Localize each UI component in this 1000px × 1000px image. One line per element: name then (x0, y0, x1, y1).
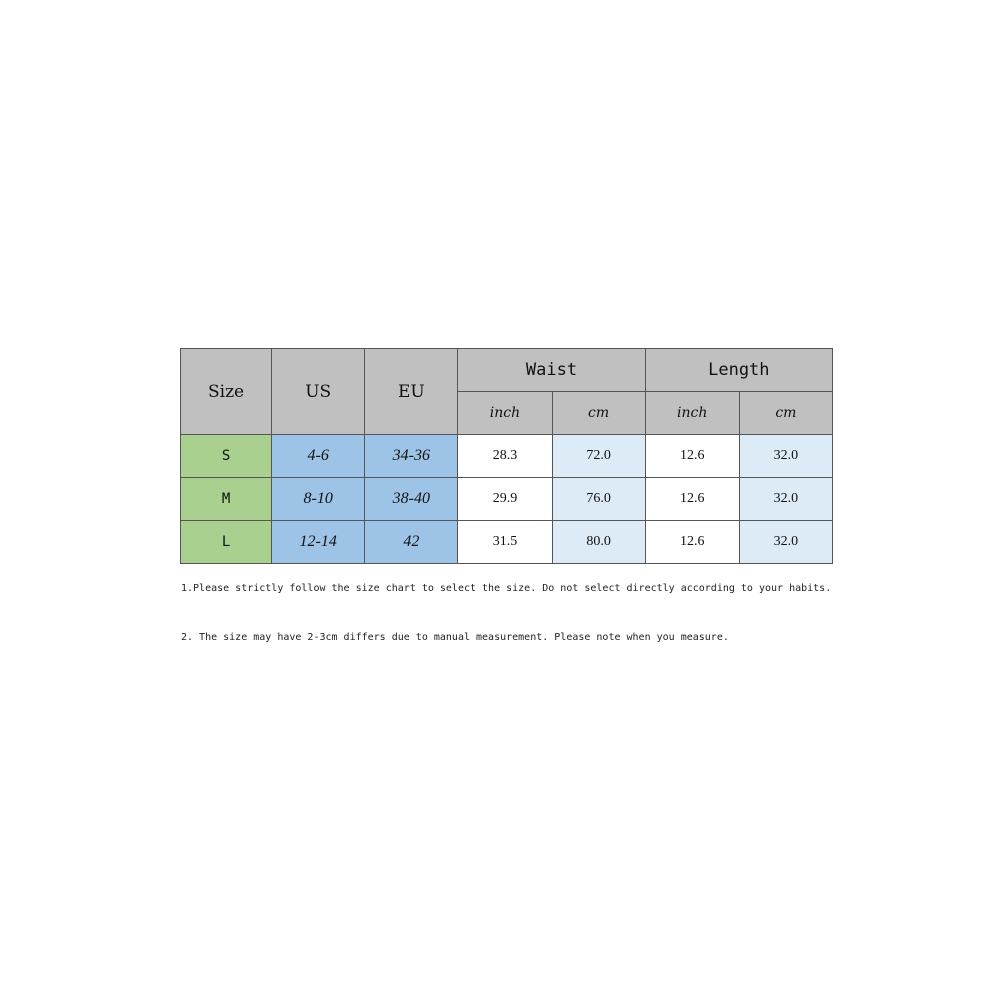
cell-length-cm: 32.0 (739, 435, 832, 478)
cell-length-inch: 12.6 (645, 478, 739, 521)
header-length: Length (645, 349, 832, 392)
header-length-inch: inch (645, 392, 739, 435)
cell-length-cm: 32.0 (739, 521, 832, 564)
header-us: US (272, 349, 365, 435)
cell-us: 4-6 (272, 435, 365, 478)
cell-waist-cm: 72.0 (552, 435, 645, 478)
cell-us: 8-10 (272, 478, 365, 521)
cell-length-inch: 12.6 (645, 521, 739, 564)
size-note-2: 2. The size may have 2-3cm differs due to manual measurement. Please note when you measure. (181, 632, 729, 643)
header-waist-cm: cm (552, 392, 645, 435)
cell-eu: 38-40 (365, 478, 458, 521)
header-length-cm: cm (739, 392, 832, 435)
cell-eu: 42 (365, 521, 458, 564)
cell-size: S (181, 435, 272, 478)
table-row (181, 478, 833, 521)
cell-eu: 34-36 (365, 435, 458, 478)
cell-length-cm: 32.0 (739, 478, 832, 521)
table-row (181, 435, 833, 478)
header-eu: EU (365, 349, 458, 435)
cell-size: L (181, 521, 272, 564)
size-chart-table (180, 348, 833, 564)
header-waist-inch: inch (458, 392, 552, 435)
header-waist: Waist (458, 349, 645, 392)
cell-us: 12-14 (272, 521, 365, 564)
cell-waist-inch: 28.3 (458, 435, 552, 478)
header-size: Size (181, 349, 272, 435)
cell-waist-inch: 29.9 (458, 478, 552, 521)
table-row (181, 521, 833, 564)
cell-waist-inch: 31.5 (458, 521, 552, 564)
cell-waist-cm: 80.0 (552, 521, 645, 564)
size-note-1: 1.Please strictly follow the size chart to select the size. Do not select directly according to your habits. (181, 583, 832, 594)
cell-waist-cm: 76.0 (552, 478, 645, 521)
cell-size: M (181, 478, 272, 521)
cell-length-inch: 12.6 (645, 435, 739, 478)
header-row-group (181, 349, 833, 392)
